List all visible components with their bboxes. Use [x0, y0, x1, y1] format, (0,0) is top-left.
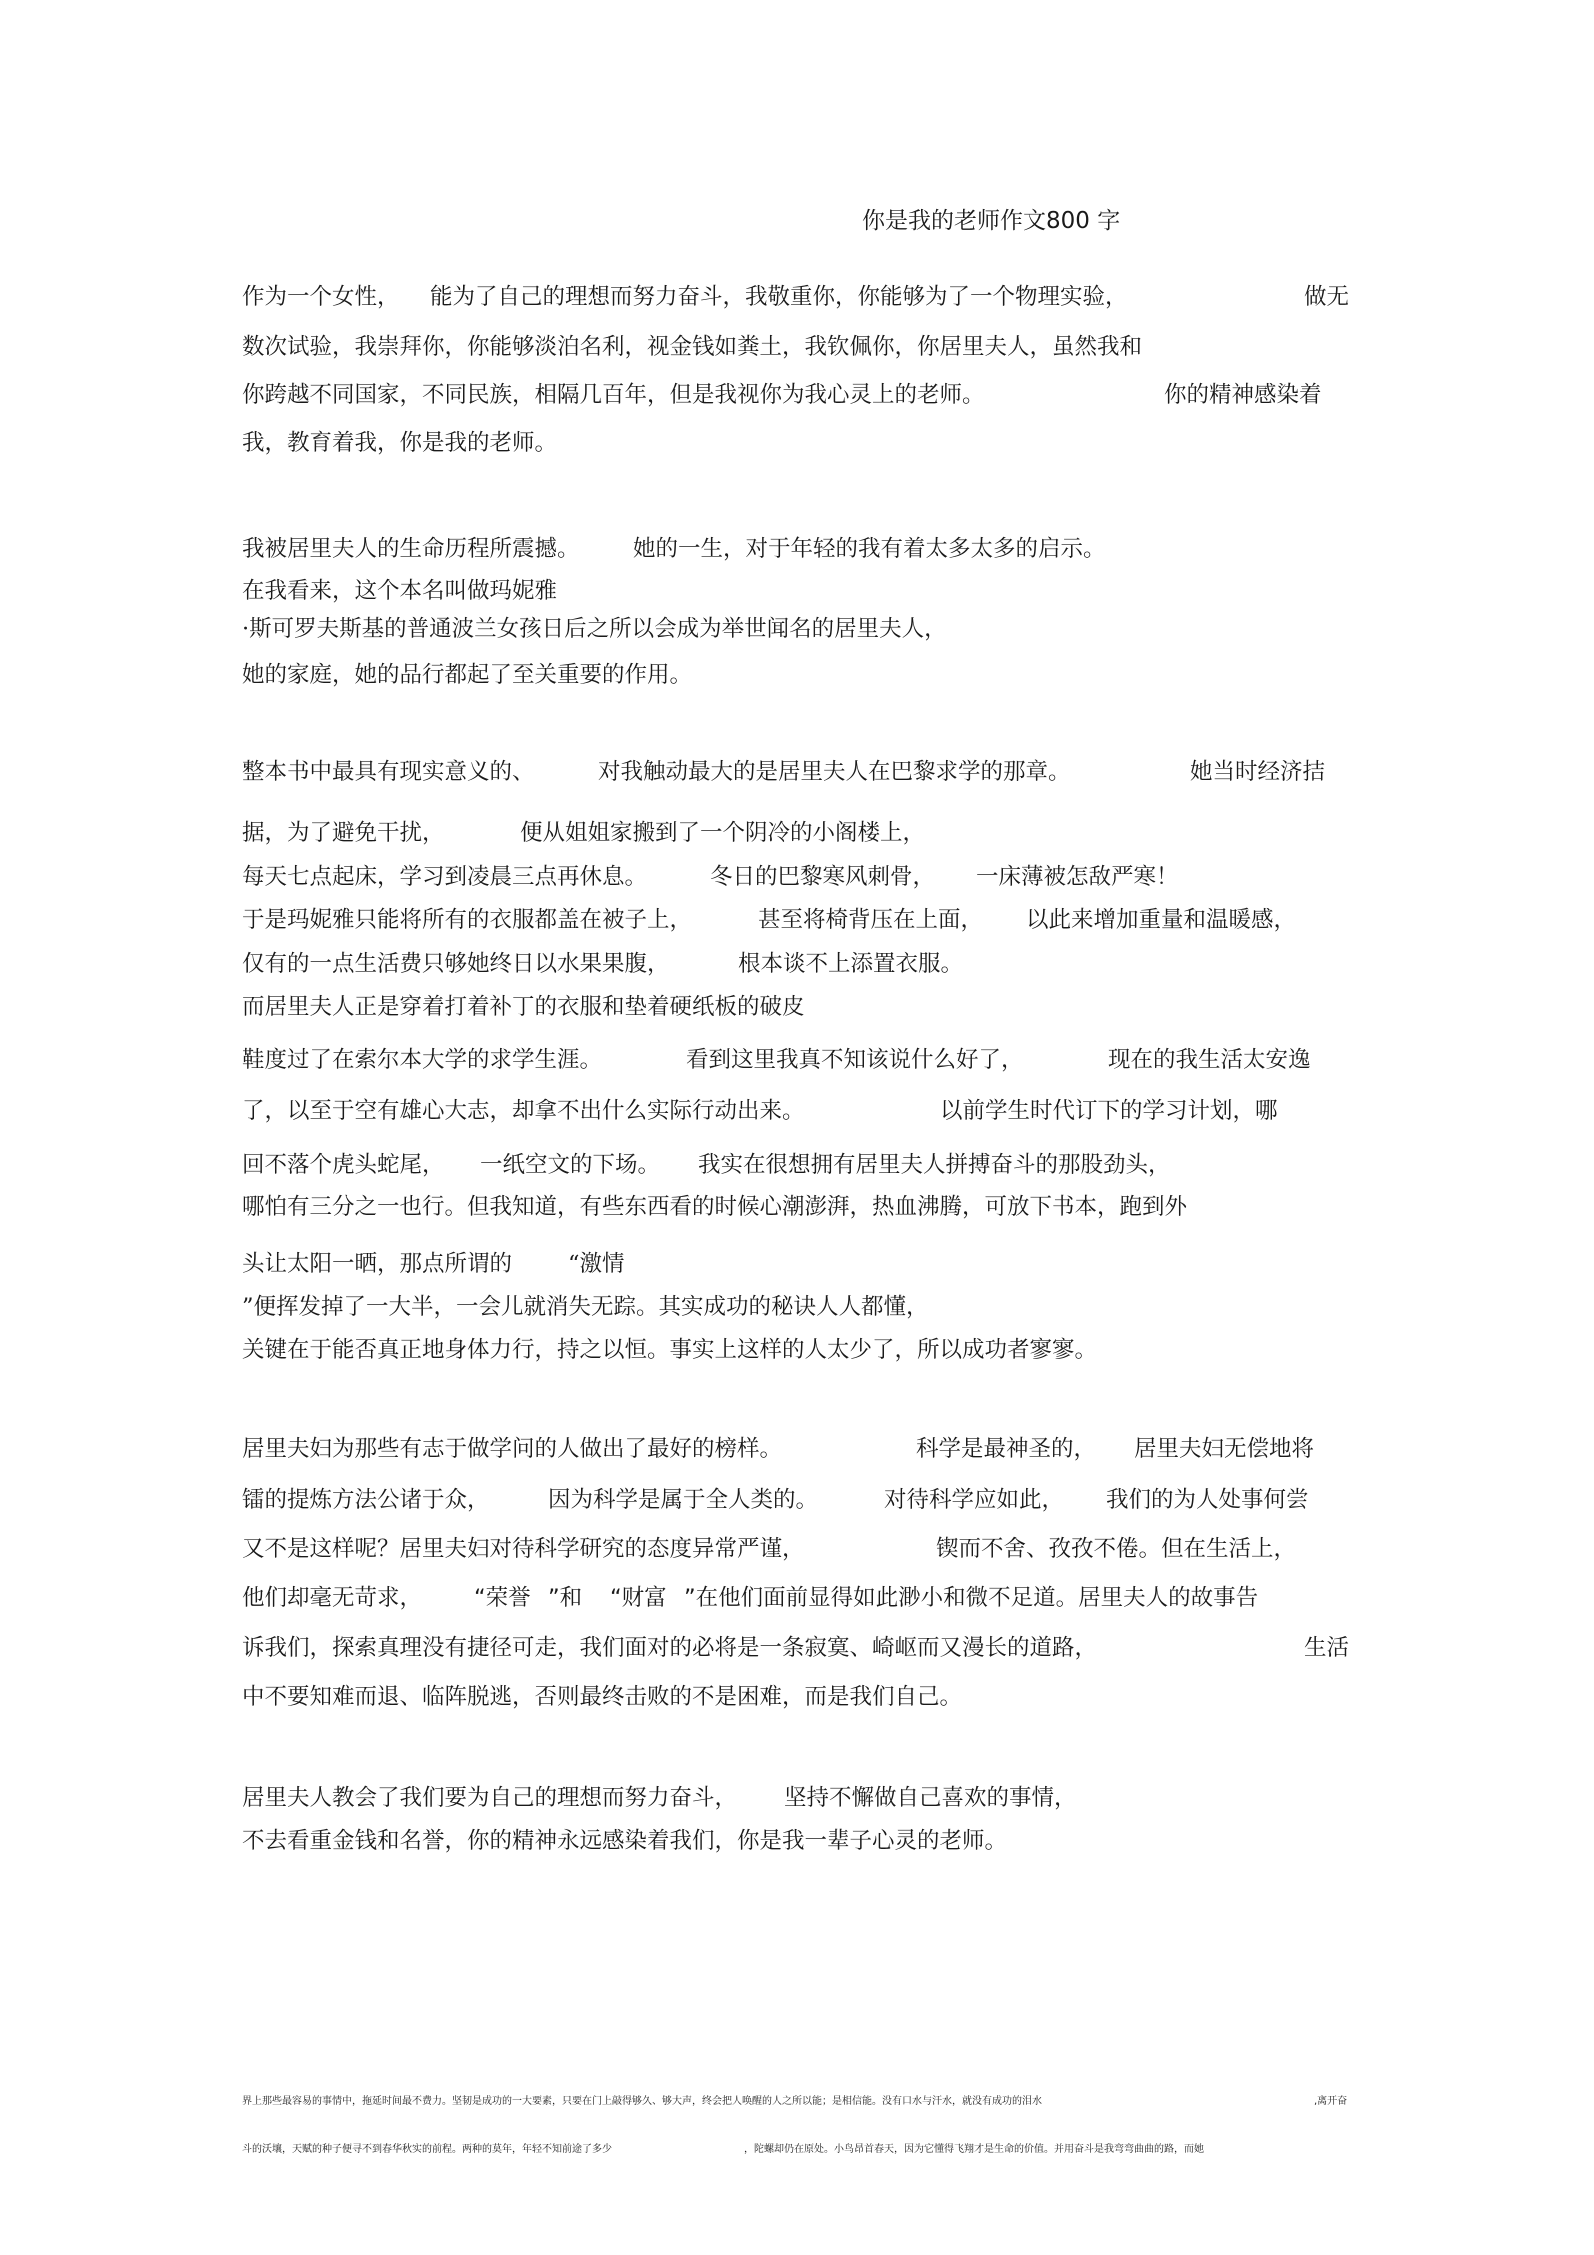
body-text-line: 我，教育着我，你是我的老师。 — [242, 430, 558, 456]
body-text-line: ”便挥发掉了一大半，一会儿就消失无踪。其实成功的秘诀人人都懂， — [242, 1294, 929, 1320]
body-text-line: 你跨越不同国家，不同民族，相隔几百年，但是我视你为我心灵上的老师。 — [242, 382, 985, 408]
body-text-line: 头让太阳一晒，那点所谓的 — [242, 1251, 513, 1277]
body-text-line: 她的家庭，她的品行都起了至关重要的作用。 — [242, 662, 693, 688]
body-text-line: 居里夫妇无偿地将 — [1134, 1436, 1315, 1462]
body-text-line: 因为科学是属于全人类的。 — [548, 1487, 819, 1513]
body-text-line: 生活 — [1304, 1635, 1350, 1661]
body-text-line: 以前学生时代订下的学习计划，哪 — [940, 1098, 1278, 1124]
footer-text-line: ,离开奋 — [1314, 2096, 1348, 2107]
body-text-line: 一床薄被怎敌严寒！ — [976, 864, 1179, 890]
body-text-line: 对待科学应如此， — [884, 1487, 1065, 1513]
body-text-line: 我被居里夫人的生命历程所震撼。 — [242, 536, 580, 562]
body-text-line: 她当时经济拮 — [1190, 759, 1326, 785]
body-text-line: 鞋度过了在索尔本大学的求学生涯。 — [242, 1047, 603, 1073]
body-text-line: 一纸空文的下场。 — [480, 1152, 661, 1178]
body-text-line: 看到这里我真不知该说什么好了， — [686, 1047, 1024, 1073]
body-text-line: 现在的我生活太安逸 — [1108, 1047, 1311, 1073]
body-text-line: 他们却毫无苛求， — [242, 1585, 423, 1611]
body-text-line: 不去看重金钱和名誉，你的精神永远感染着我们，你是我一辈子心灵的老师。 — [242, 1828, 1008, 1854]
body-text-line: 我实在很想拥有居里夫人拼搏奋斗的那股劲头， — [698, 1152, 1171, 1178]
body-text-line: 冬日的巴黎寒风刺骨， — [710, 864, 936, 890]
body-text-line: 她的一生，对于年轻的我有着太多太多的启示。 — [633, 536, 1106, 562]
body-text-line: ·斯可罗夫斯基的普通波兰女孩日后之所以会成为举世闻名的居里夫人， — [242, 616, 947, 642]
body-text-line: 在我看来，这个本名叫做玛妮雅 — [242, 578, 558, 604]
body-text-line: 锲而不舍、孜孜不倦。但在生活上， — [936, 1536, 1297, 1562]
body-text-line: “荣誉 — [474, 1585, 531, 1611]
body-text-line: 了，以至于空有雄心大志，却拿不出什么实际行动出来。 — [242, 1098, 805, 1124]
body-text-line: 对我触动最大的是居里夫人在巴黎求学的那章。 — [598, 759, 1071, 785]
body-text-line: 诉我们，探索真理没有捷径可走，我们面对的必将是一条寂寞、崎岖而又漫长的道路， — [242, 1635, 1098, 1661]
body-text-line: 以此来增加重量和温暖感， — [1026, 907, 1297, 933]
body-text-line: 坚持不懈做自己喜欢的事情， — [784, 1785, 1077, 1811]
body-text-line: 中不要知难而退、临阵脱逃，否则最终击败的不是困难，而是我们自己。 — [242, 1684, 963, 1710]
body-text-line: 能为了自己的理想而努力奋斗，我敬重你，你能够为了一个物理实验， — [430, 284, 1128, 310]
body-text-line: 数次试验，我崇拜你，你能够淡泊名利，视金钱如粪土，我钦佩你，你居里夫人，虽然我和 — [242, 334, 1143, 360]
body-text-line: 整本书中最具有现实意义的、 — [242, 759, 535, 785]
body-text-line: 据，为了避免干扰， — [242, 820, 445, 846]
body-text-line: 仅有的一点生活费只够她终日以水果果腹， — [242, 951, 670, 977]
body-text-line: “激情 — [568, 1251, 625, 1277]
body-text-line: 于是玛妮雅只能将所有的衣服都盖在被子上， — [242, 907, 693, 933]
body-text-line: 而居里夫人正是穿着打着补丁的衣服和垫着硬纸板的破皮 — [242, 994, 805, 1020]
body-text-line: 居里夫人教会了我们要为自己的理想而努力奋斗， — [242, 1785, 738, 1811]
footer-text-line: 斗的沃壤，天赋的种子便寻不到春华秋实的前程。两种的莫年，年轻不知前途了多少 — [242, 2144, 612, 2155]
body-text-line: 甚至将椅背压在上面， — [758, 907, 984, 933]
body-text-line: 镭的提炼方法公诸于众， — [242, 1487, 490, 1513]
body-text-line: 根本谈不上添置衣服。 — [738, 951, 964, 977]
body-text-line: ”和 — [548, 1585, 583, 1611]
footer-text-line: 界上那些最容易的事情中，拖延时间最不费力。坚韧是成功的一大要素，只要在门上敲得够久、够大声，终会把人唤醒的人之所以能；是相信能。没有口水与汗水，就没有成功的泪水 — [242, 2096, 1042, 2107]
body-text-line: ”在他们面前显得如此渺小和微不足道。居里夫人的故事告 — [684, 1585, 1259, 1611]
body-text-line: 每天七点起床，学习到凌晨三点再休息。 — [242, 864, 648, 890]
footer-text-line: ，陀螺却仍在原处。小鸟昂首春天，因为它懂得飞翔才是生命的价值。并用奋斗是我弯弯曲曲的路，而她 — [744, 2144, 1204, 2155]
document-title: 你是我的老师作文800 字 — [862, 208, 1121, 234]
body-text-line: 做无 — [1304, 284, 1350, 310]
body-text-line: 作为一个女性， — [242, 284, 400, 310]
body-text-line: “财富 — [610, 1585, 667, 1611]
body-text-line: 关键在于能否真正地身体力行，持之以恒。事实上这样的人太少了，所以成功者寥寥。 — [242, 1337, 1098, 1363]
body-text-line: 我们的为人处事何尝 — [1106, 1487, 1309, 1513]
body-text-line: 哪怕有三分之一也行。但我知道，有些东西看的时候心潮澎湃，热血沸腾，可放下书本，跑到外 — [242, 1194, 1188, 1220]
body-text-line: 居里夫妇为那些有志于做学问的人做出了最好的榜样。 — [242, 1436, 783, 1462]
body-text-line: 又不是这样呢？居里夫妇对待科学研究的态度异常严谨， — [242, 1536, 805, 1562]
body-text-line: 你的精神感染着 — [1164, 382, 1322, 408]
body-text-line: 便从姐姐家搬到了一个阴冷的小阁楼上， — [520, 820, 926, 846]
body-text-line: 回不落个虎头蛇尾， — [242, 1152, 445, 1178]
body-text-line: 科学是最神圣的， — [916, 1436, 1097, 1462]
